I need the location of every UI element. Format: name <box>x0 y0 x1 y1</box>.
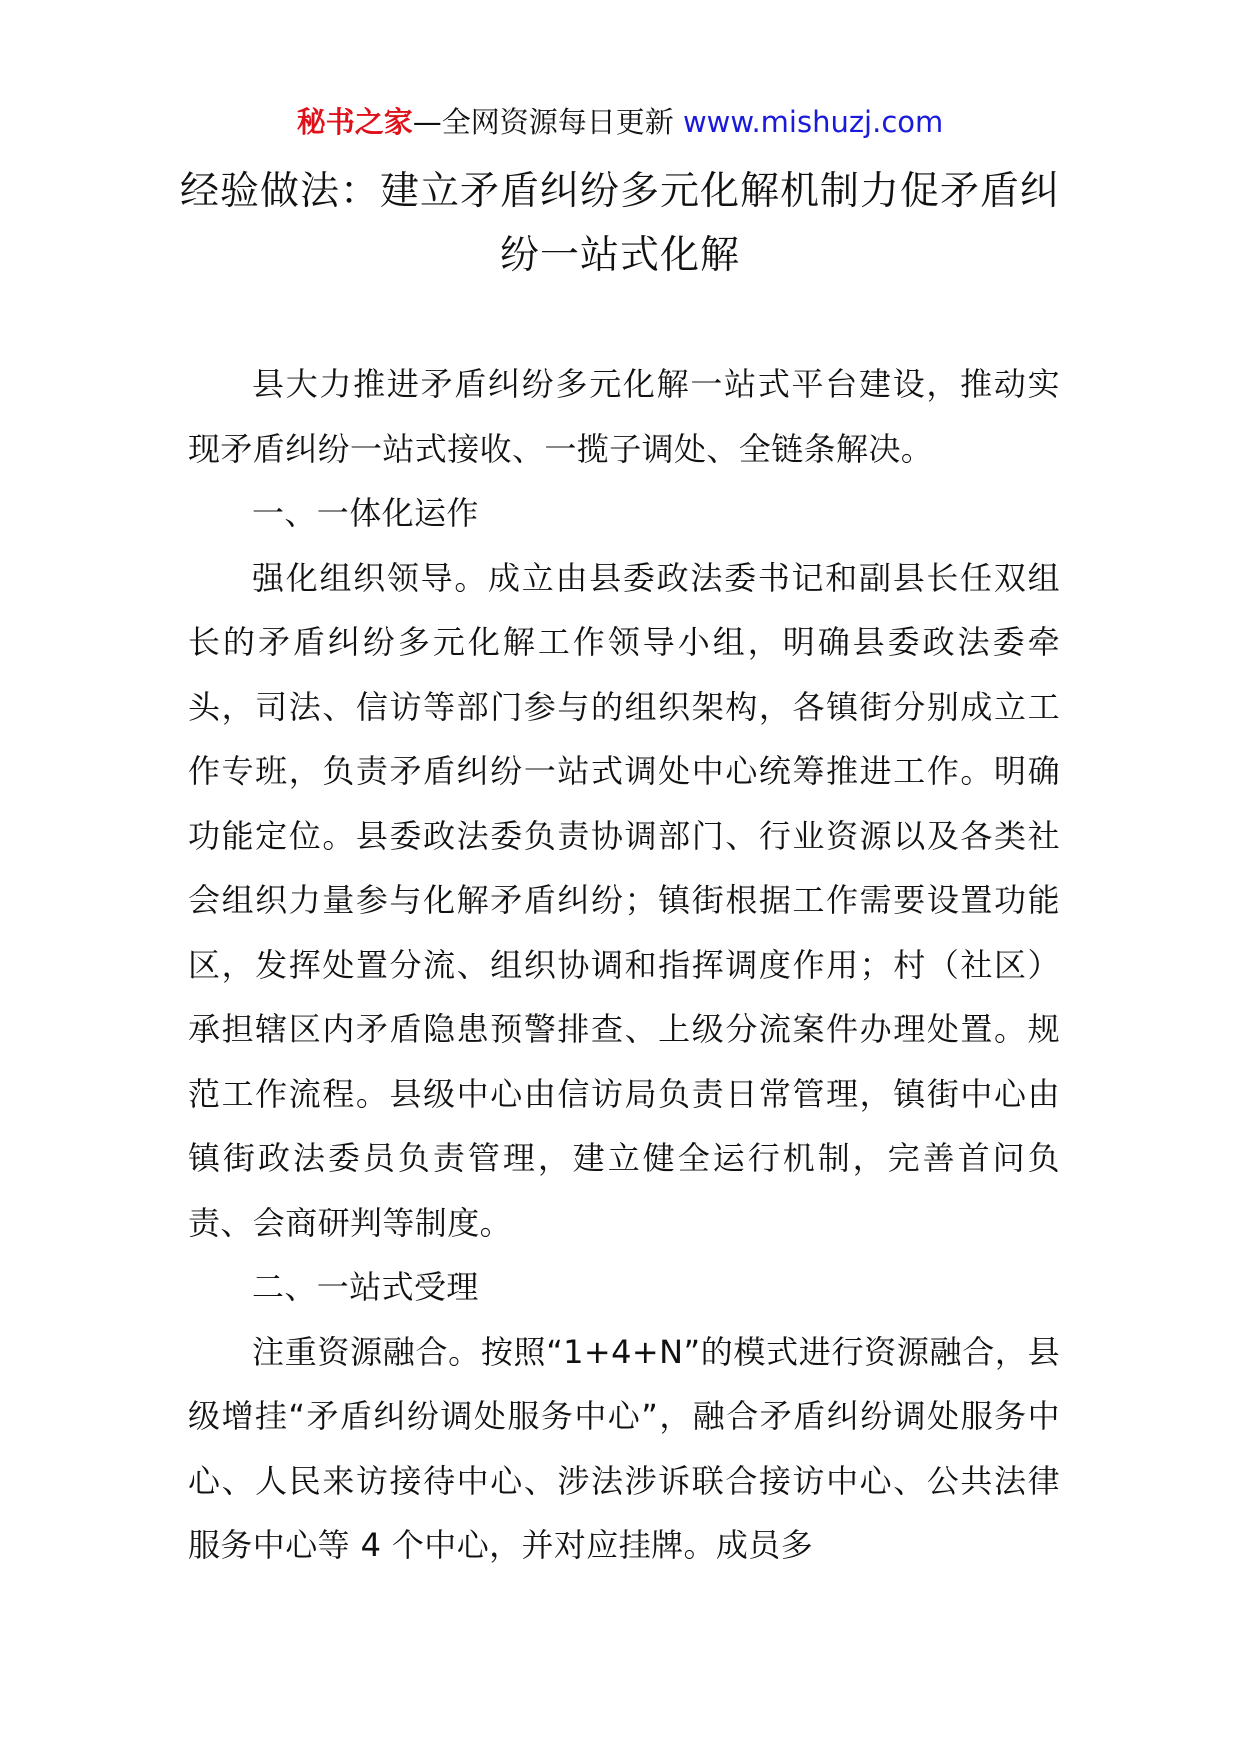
intro-paragraph: 县大力推进矛盾纠纷多元化解一站式平台建设，推动实现矛盾纠纷一站式接收、一揽子调处、全链条解决。 <box>188 365 1060 468</box>
document-title: 经验做法：建立矛盾纠纷多元化解机制力促矛盾纠纷一站式化解 <box>180 169 1061 278</box>
site-url-link[interactable]: www.mishuzj.com <box>682 105 944 139</box>
section-heading-2: 二、一站式受理 <box>252 1268 479 1306</box>
document-body <box>188 352 1060 1578</box>
brand-name: 秘书之家 <box>296 105 413 139</box>
section-1-paragraph: 强化组织领导。成立由县委政法委书记和副县长任双组长的矛盾纠纷多元化解工作领导小组，明确县委政法委牵头，司法、信访等部门参与的组织架构，各镇街分别成立工作专班，负责矛盾纠纷一站式调处中心统筹推进工作。明确功能定位。县委政法委负责协调部门、行业资源以及各类社会组织力量参与化解矛盾纠纷；镇街根据工作需要设置功能区，发挥处置分流、组织协调和指挥调度作用；村（社区）承担辖区内矛盾隐患预警排查、上级分流案件办理处置。规范工作流程。县级中心由信访局负责日常管理，镇街中心由镇街政法委员负责管理，建立健全运行机制，完善首问负责、会商研判等制度。 <box>188 558 1060 1242</box>
site-header <box>0 98 1240 146</box>
section-2-paragraph: 注重资源融合。按照“1+4+N”的模式进行资源融合，县级增挂“矛盾纠纷调处服务中心”，融合矛盾纠纷调处服务中心、人民来访接待中心、涉法涉诉联合接访中心、公共法律服务中心等 4 个中心，并对应挂牌。成员多 <box>188 1332 1060 1564</box>
header-tagline: —全网资源每日更新 <box>412 105 674 139</box>
section-heading-1: 一、一体化运作 <box>252 494 479 532</box>
